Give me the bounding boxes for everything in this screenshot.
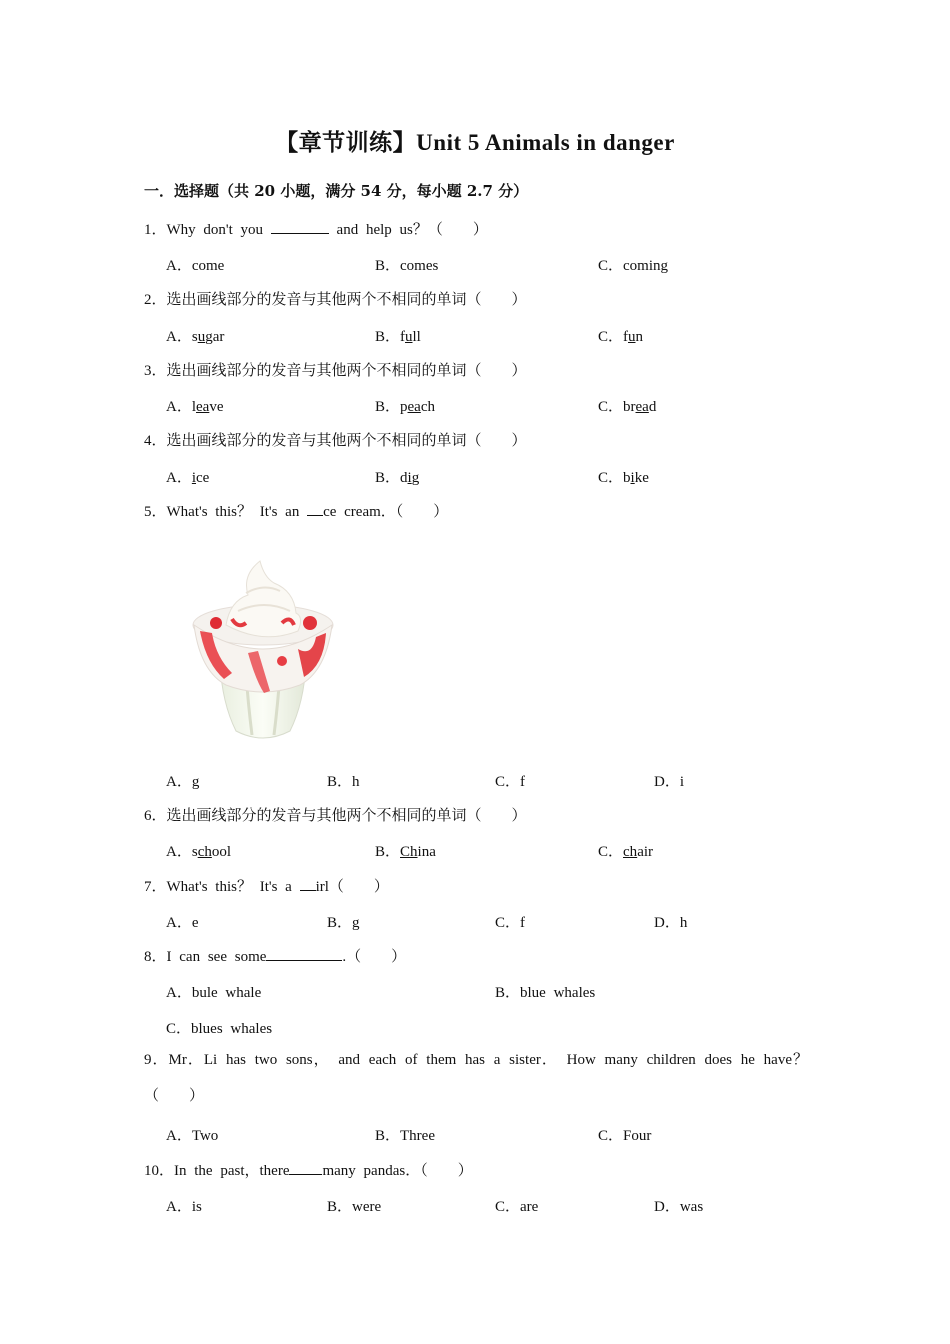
ice-cream-sundae-image bbox=[186, 553, 340, 748]
option-b: B．China bbox=[375, 844, 436, 860]
option-c: C．bike bbox=[598, 470, 649, 486]
option-b: B．Three bbox=[375, 1128, 435, 1144]
option-c: C．bread bbox=[598, 399, 657, 415]
option-b: B．dig bbox=[375, 470, 420, 486]
option-b: B．were bbox=[327, 1199, 382, 1215]
section-header: 一．选择题（共 20 小题，满分 54 分，每小题 2.7 分） bbox=[144, 182, 529, 200]
answer-blank bbox=[271, 221, 329, 234]
option-c: C．chair bbox=[598, 844, 654, 860]
option-b: B．g bbox=[327, 915, 360, 931]
option-a: A．sugar bbox=[166, 329, 225, 345]
answer-blank bbox=[300, 878, 316, 891]
question-2: 2．选出画线部分的发音与其他两个不相同的单词（ ） bbox=[144, 292, 527, 308]
question-5: 5．What's this？ It's an ce cream．（ ） bbox=[144, 504, 449, 520]
question-4: 4．选出画线部分的发音与其他两个不相同的单词（ ） bbox=[144, 433, 527, 449]
option-c: C．are bbox=[495, 1199, 539, 1215]
option-a: A．is bbox=[166, 1199, 202, 1215]
option-d: D．h bbox=[654, 915, 688, 931]
question-3: 3．选出画线部分的发音与其他两个不相同的单词（ ） bbox=[144, 363, 527, 379]
answer-blank bbox=[266, 948, 342, 961]
option-c: C．coming bbox=[598, 258, 669, 274]
question-number: 4． bbox=[144, 433, 167, 449]
question-9: 9．Mr．Li has two sons， and each of them has a sister． How many children does he have？（ ） bbox=[144, 1052, 808, 1104]
option-b: B．blue whales bbox=[495, 985, 596, 1001]
option-c: C．f bbox=[495, 774, 526, 790]
question-7: 7．What's this？ It's a irl（ ） bbox=[144, 879, 389, 895]
option-a: A．come bbox=[166, 258, 225, 274]
option-d: D．was bbox=[654, 1199, 704, 1215]
question-8: 8．I can see some .（ ） bbox=[144, 949, 407, 965]
option-a: A．school bbox=[166, 844, 232, 860]
option-b: B．h bbox=[327, 774, 360, 790]
question-number: 7． bbox=[144, 879, 167, 895]
option-b: B．comes bbox=[375, 258, 439, 274]
question-number: 6． bbox=[144, 808, 167, 824]
option-c: C．fun bbox=[598, 329, 644, 345]
option-c: C．Four bbox=[598, 1128, 652, 1144]
question-number: 1． bbox=[144, 222, 167, 238]
question-6: 6．选出画线部分的发音与其他两个不相同的单词（ ） bbox=[144, 808, 527, 824]
question-number: 2． bbox=[144, 292, 167, 308]
question-number: 3． bbox=[144, 363, 167, 379]
option-a: A．e bbox=[166, 915, 199, 931]
option-d: D．i bbox=[654, 774, 685, 790]
question-number: 8． bbox=[144, 949, 167, 965]
option-a: A．bule whale bbox=[166, 985, 262, 1001]
option-a: A．ice bbox=[166, 470, 210, 486]
option-c: C．f bbox=[495, 915, 526, 931]
question-1: 1．Why don't you and help us？（ ） bbox=[144, 222, 488, 238]
option-b: B．peach bbox=[375, 399, 436, 415]
question-number: 10． bbox=[144, 1163, 175, 1179]
question-10: 10．In the past，there many pandas．（ ） bbox=[144, 1163, 473, 1179]
answer-blank bbox=[307, 503, 323, 516]
option-b: B．full bbox=[375, 329, 421, 345]
answer-blank bbox=[289, 1162, 322, 1175]
option-a: A．leave bbox=[166, 399, 224, 415]
question-number: 9． bbox=[144, 1052, 169, 1068]
option-c: C．blues whales bbox=[166, 1021, 273, 1037]
option-a: A．Two bbox=[166, 1128, 219, 1144]
page-title: 【章节训练】Unit 5 Animals in danger bbox=[275, 130, 675, 155]
option-a: A．g bbox=[166, 774, 200, 790]
question-number: 5． bbox=[144, 504, 167, 520]
